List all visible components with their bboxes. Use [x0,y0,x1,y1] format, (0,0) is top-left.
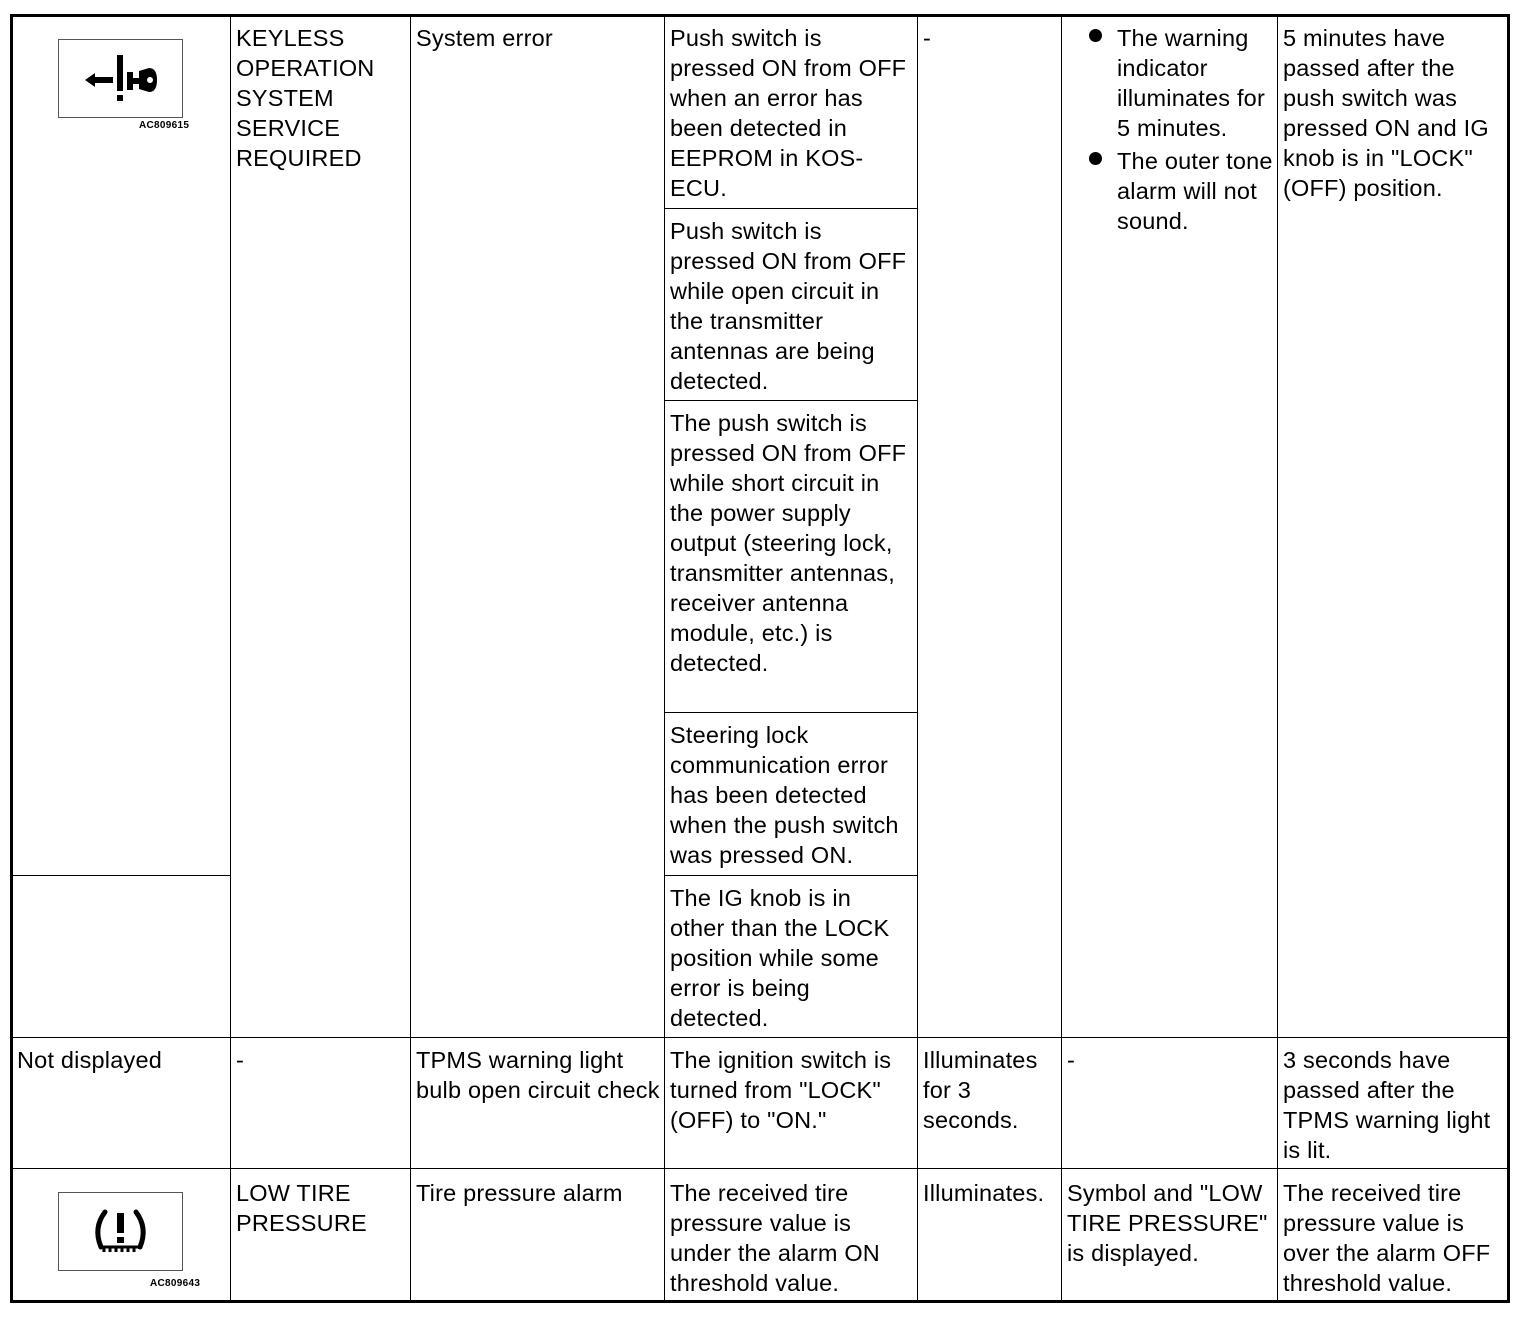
cancel-text: 3 seconds have passed after the TPMS warning light is lit. [1283,1047,1491,1163]
grid-line [917,14,918,1303]
grid-line [12,875,230,876]
list-item: The outer tone alarm will not sound. [1072,146,1277,236]
cancel-text: The received tire pressure value is over the alarm OFF threshold value. [1283,1180,1491,1296]
tire-pressure-warning-icon [59,1193,182,1270]
indicator-text: Illuminates. [923,1180,1045,1206]
condition-text: The IG knob is in other than the LOCK position while some error is being detected. [670,885,890,1031]
indicator-text: - [923,25,932,51]
grid-line [1061,14,1062,1303]
grid-line [410,14,411,1303]
condition-text: Push switch is pressed ON from OFF when an error has been detected in EEPROM in KOS-ECU. [670,25,907,201]
grid-line [664,208,917,209]
grid-line [1277,14,1278,1303]
icon-code: AC809643 [150,1278,201,1289]
item-text: System error [416,25,553,51]
low-tire-symbol [58,1192,183,1271]
symbol-text: Not displayed [17,1047,162,1073]
display-text: - [236,1047,245,1073]
grid-line [664,712,917,713]
cancel-text: 5 minutes have passed after the push switch was pressed ON and IG knob is in "LOCK" (OFF) position. [1283,25,1489,201]
grid-line [12,1168,1509,1169]
grid-line [12,1037,1509,1038]
keyless-warning-symbol [58,39,183,118]
notes-list [1072,23,1277,236]
icon-code: AC809615 [139,120,190,131]
notes-text: Symbol and "LOW TIRE PRESSURE" is displayed. [1067,1180,1268,1266]
item-text: TPMS warning light bulb open circuit check [416,1047,660,1103]
condition-text: Steering lock communication error has been detected when the push switch was pressed ON. [670,722,899,868]
grid-line [664,400,917,401]
indicator-text: Illuminates for 3 seconds. [923,1047,1038,1133]
display-text: KEYLESS OPERATION SYSTEM SERVICE REQUIRED [236,25,375,171]
display-text: LOW TIRE PRESSURE [236,1180,367,1236]
keyless-system-warning-icon [59,40,182,117]
notes-text: - [1067,1047,1076,1073]
condition-text: The push switch is pressed ON from OFF while short circuit in the power supply output (steering lock, transmitter antennas, receiver antenna module, etc.) is detected. [670,410,907,676]
grid-line [664,875,917,876]
item-text: Tire pressure alarm [416,1180,623,1206]
condition-text: Push switch is pressed ON from OFF while open circuit in the transmitter antennas are being detected. [670,218,907,394]
condition-text: The received tire pressure value is under the alarm ON threshold value. [670,1180,880,1296]
list-item: The warning indicator illuminates for 5 minutes. [1072,23,1277,143]
condition-text: The ignition switch is turned from "LOCK" (OFF) to "ON." [670,1047,892,1133]
grid-line [230,14,231,1303]
